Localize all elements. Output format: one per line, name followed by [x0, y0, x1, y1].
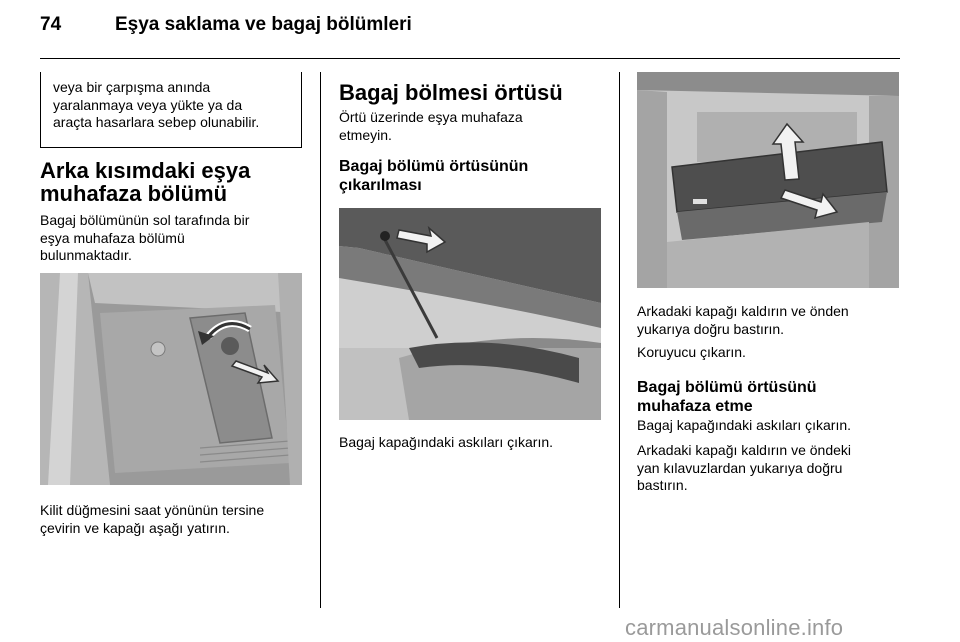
- header-divider: [40, 58, 900, 59]
- page-title: Eşya saklama ve bagaj bölümleri: [115, 14, 412, 35]
- watermark: carmanualsonline.info: [625, 615, 844, 640]
- rear-cover-caption: Arkadaki kapağı kaldırın ve önden yukarıya doğru bastırın.: [637, 303, 849, 337]
- column-divider-left: [320, 72, 321, 608]
- storage-compartment-illustration: [40, 273, 302, 485]
- page-number: 74: [40, 14, 62, 35]
- cover-removal-caption: Bagaj kapağındaki askıları çıkarın.: [339, 434, 554, 450]
- warning-line: yaralanmaya veya yükte ya da: [53, 96, 243, 113]
- warning-line: araçta hasarlara sebep olunabilir.: [53, 114, 260, 130]
- section-heading-storage: Arka kısımdaki eşya muhafaza bölümü: [40, 158, 251, 206]
- section-heading-cover: Bagaj bölmesi örtüsü: [339, 80, 563, 105]
- column-divider-right: [619, 72, 620, 608]
- storage-intro-text: Bagaj bölümünün sol tarafında bir eşya muhafaza bölümü bulunmaktadır.: [40, 212, 250, 263]
- tailgate-strap-illustration: [339, 208, 601, 420]
- subheading-cover-storage: Bagaj bölümü örtüsünü muhafaza etme: [637, 379, 817, 415]
- step-remove-straps: Bagaj kapağındaki askıları çıkarın.: [637, 417, 852, 433]
- step-lift-cover: Arkadaki kapağı kaldırın ve öndeki yan kılavuzlardan yukarıya doğru bastırın.: [637, 442, 852, 493]
- step-remove-protector: Koruyucu çıkarın.: [637, 344, 746, 360]
- subheading-cover-removal: Bagaj bölümü örtüsünün çıkarılması: [339, 158, 529, 194]
- storage-caption: Kilit düğmesini saat yönünün tersine çevirin ve kapağı aşağı yatırın.: [40, 502, 265, 536]
- warning-line: veya bir çarpışma anında: [53, 79, 211, 95]
- rear-cover-illustration: [637, 72, 899, 288]
- warning-box: [40, 72, 302, 148]
- cover-intro-text: Örtü üzerinde eşya muhafaza etmeyin.: [339, 109, 523, 143]
